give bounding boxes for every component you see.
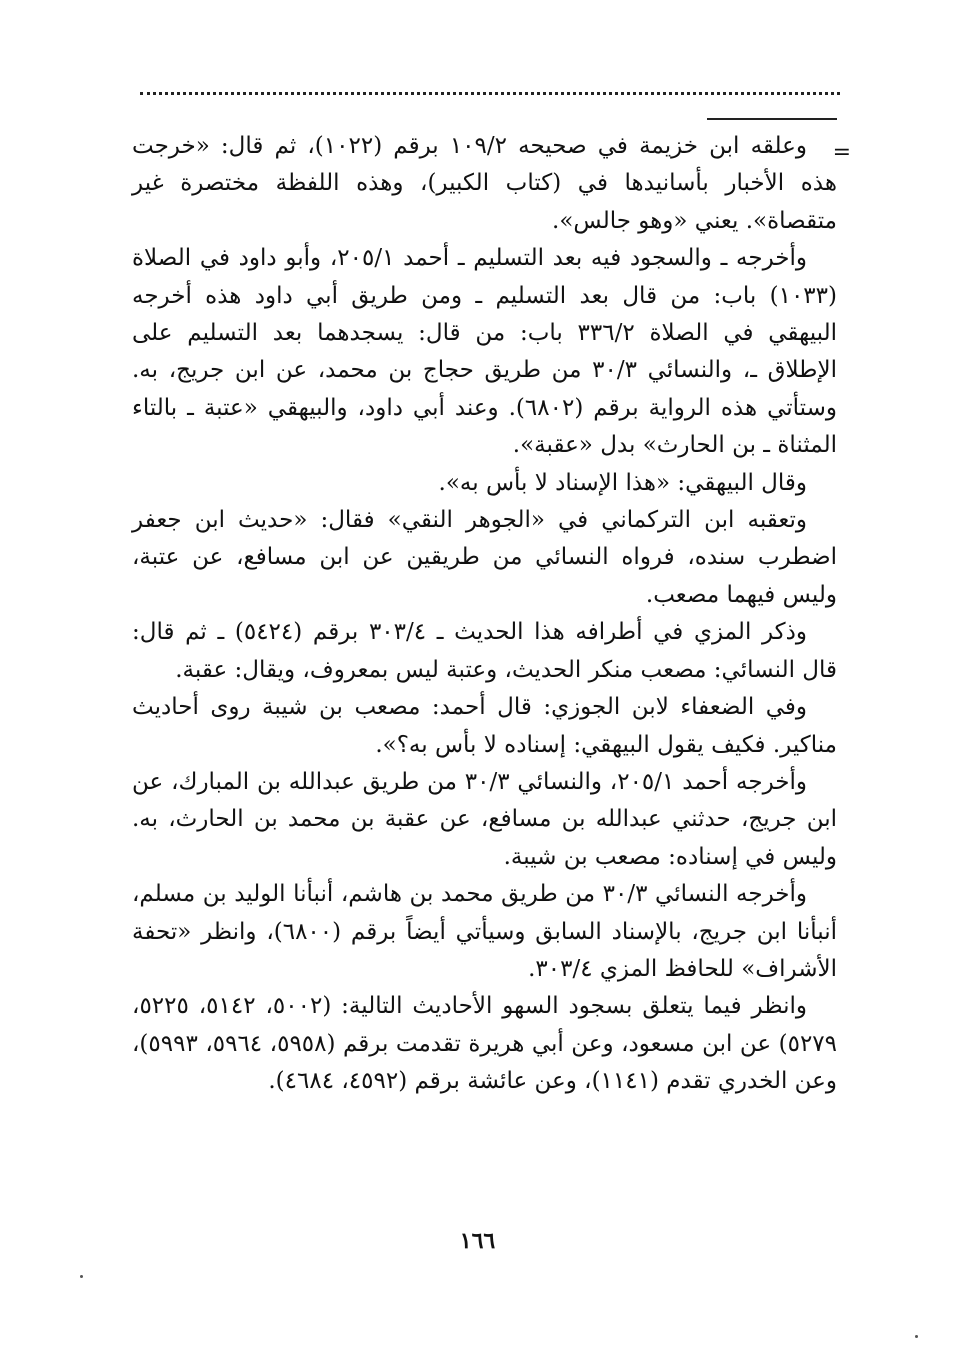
paragraph: وأخرجه أحمد ٢٠٥/١، والنسائي ٣٠/٣ من طريق عبدالله بن المبارك، عن ابن جريج، حدثني عبدالله بن مسافع، عن عقبة بن محمد بن الحارث، به. وليس في إسناده: مصعب بن شيبة. <box>132 768 837 870</box>
continuation-marker: = <box>832 140 851 165</box>
paragraph: وانظر فيما يتعلق بسجود السهو الأحاديث التالية: (٥٠٠٢، ٥١٤٢، ٥٢٢٥، ٥٢٧٩) عن ابن مسعود، وعن أبي هريرة تقدمت برقم (٥٩٥٨، ٥٩٦٤، ٥٩٩٣)، وعن الخدري تقدم (١١٤١)، وعن عائشة برقم (٤٥٩٢، ٤٦٨٤). <box>132 993 838 1095</box>
paragraph: وفي الضعفاء لابن الجوزي: قال أحمد: مصعب بن شيبة روى أحاديث مناكير. فكيف يقول البيهقي: إسناده لا بأس به؟». <box>132 694 837 758</box>
paragraph: وأخرجه ـ والسجود فيه بعد التسليم ـ أحمد ٢٠٥/١، وأبو داود في الصلاة (١٠٣٣) باب: من قال بعد التسليم ـ ومن طريق أبي داود هذه أخرجه البيهقي في الصلاة ٣٣٦/٢ باب: من قال: يسجدهما بعد التسليم على الإطلاق ـ، والنسائي ٣٠/٣ من طريق حجاج بن محمد، عن ابن جريج، به. وستأتي هذه الرواية برقم (٦٨٠٢). وعند أبي داود، والبيهقي «عتبة ـ بالتاء المثناة ـ بن الحارث» بدل «عقبة». <box>132 245 837 459</box>
scan-speck <box>915 1335 918 1338</box>
paragraph: وعلقه ابن خزيمة في صحيحه ١٠٩/٢ برقم (١٠٢٢)، ثم قال: «خرجت هذه الأخبار بأسانيدها في (كتاب الكبير)، وهذه اللفظة مختصرة غير متقصاة». يعني «وهو جالس». <box>132 133 837 234</box>
footnote-body <box>132 128 837 1101</box>
dotted-separator <box>140 92 840 107</box>
paragraph: وقال البيهقي: «هذا الإسناد لا بأس به». <box>438 469 807 496</box>
page-number: ١٦٦ <box>459 1228 496 1254</box>
scan-speck <box>80 1275 83 1278</box>
paragraph: وذكر المزي في أطرافه هذا الحديث ـ ٣٠٣/٤ برقم (٥٤٢٤) ـ ثم قال: قال النسائي: مصعب منكر الحديث، وعتبة ليس بمعروف، ويقال: عقبة. <box>132 619 837 683</box>
paragraph: وتعقبه ابن التركماني في «الجوهر النقي» فقال: «حديث ابن جعفر اضطرب سنده، فرواه النسائي من طريقين عن ابن مسافع، عن عتبة، وليس فيهما مصعب. <box>132 507 837 608</box>
paragraph: وأخرجه النسائي ٣٠/٣ من طريق محمد بن هاشم، أنبأنا الوليد بن مسلم، أنبأنا ابن جريج، بالإسناد السابق وسيأتي أيضاً برقم (٦٨٠٠)، وانظر «تحفة الأشراف» للحافظ المزي ٣٠٣/٤. <box>132 881 837 982</box>
footnote-rule <box>707 118 837 120</box>
